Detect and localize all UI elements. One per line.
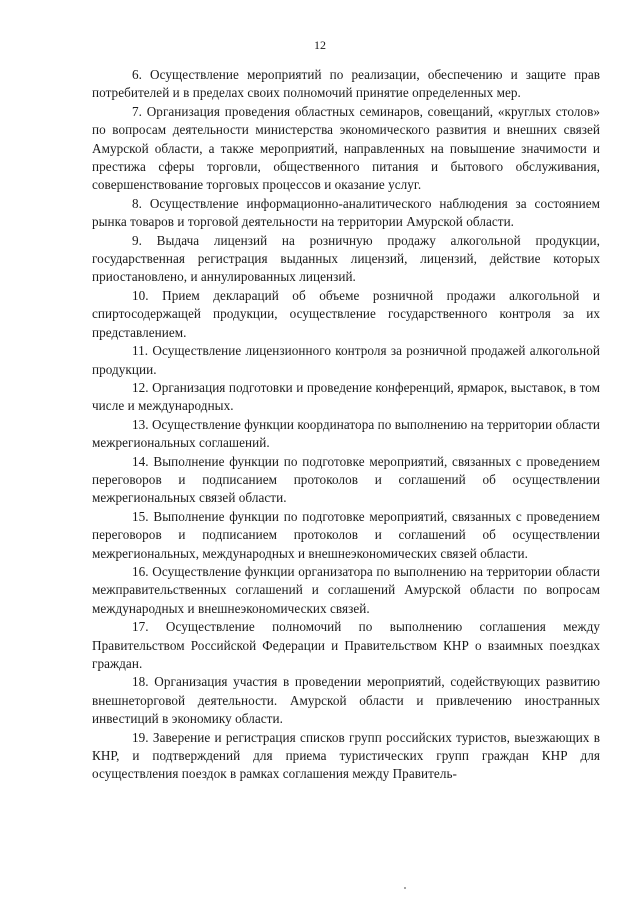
paragraph-item-11: 11. Осуществление лицензионного контроля за розничной продажей алкогольной продукции. — [92, 343, 600, 377]
paragraph-item-17: 17. Осуществление полномочий по выполнению соглашения между Правительством Российской Федерации и Правительством КНР о взаимных поездках граждан. — [92, 619, 600, 671]
paragraph-item-18: 18. Организация участия в проведении мероприятий, содействующих развитию внешнеторговой деятельности. Амурской области и привлечению иностранных инвестиций в экономику области. — [92, 674, 600, 727]
page-number: 12 — [314, 38, 326, 52]
paragraph-item-19: 19. Заверение и регистрация списков групп российских туристов, выезжающих в КНР, и подтверждений для приема туристических групп граждан КНР для осуществления поездок в рамках соглашения между Правитель- — [92, 729, 600, 782]
scan-speck — [404, 887, 406, 889]
paragraph-item-16: 16. Осуществление функции организатора по выполнению на территории области межправительственных соглашений и соглашений Амурской области по вопросам международных и внешнеэкономических связей. — [92, 563, 600, 616]
paragraph-item-7: 7. Организация проведения областных семинаров, совещаний, «круглых столов» по вопросам деятельности министерства экономического развития и внешних связей Амурской области, а также мероприятий, направленных на повышение значимости и престижа сферы торговли, общественного питания и бытового обслуживания, совершенствование торговых процессов и оказание услуг. — [92, 103, 600, 193]
paragraph-item-14: 14. Выполнение функции по подготовке мероприятий, связанных с проведением переговоров и подписанием протоколов и соглашений об осуществлении межрегиональных связей области. — [92, 453, 600, 506]
paragraph-item-6: 6. Осуществление мероприятий по реализации, обеспечению и защите прав потребителей и в пределах своих полномочий принятие определенных мер. — [92, 67, 600, 101]
paragraph-item-8: 8. Осуществление информационно-аналитического наблюдения за состоянием рынка товаров и торговой деятельности на территории Амурской области. — [92, 195, 600, 230]
paragraph-item-15: 15. Выполнение функции по подготовке мероприятий, связанных с проведением переговоров и подписанием протоколов и соглашений об осуществлении межрегиональных, международных и внешнеэкономических связей области. — [92, 508, 600, 561]
paragraph-item-13: 13. Осуществление функции координатора по выполнению на территории области межрегиональных соглашений. — [92, 416, 600, 451]
body-text — [92, 66, 600, 784]
paragraph-item-12: 12. Организация подготовки и проведение конференций, ярмарок, выставок, в том числе и международных. — [92, 379, 600, 414]
paragraph-item-10: 10. Прием деклараций об объеме розничной продажи алкогольной и спиртосодержащей продукции, осуществление государственного контроля за их представлением. — [92, 287, 600, 340]
paragraph-item-9: 9. Выдача лицензий на розничную продажу алкогольной продукции, государственная регистрация выданных лицензий, лицензий, действие которых приостановлено, и аннулированных лицензий. — [92, 232, 600, 285]
